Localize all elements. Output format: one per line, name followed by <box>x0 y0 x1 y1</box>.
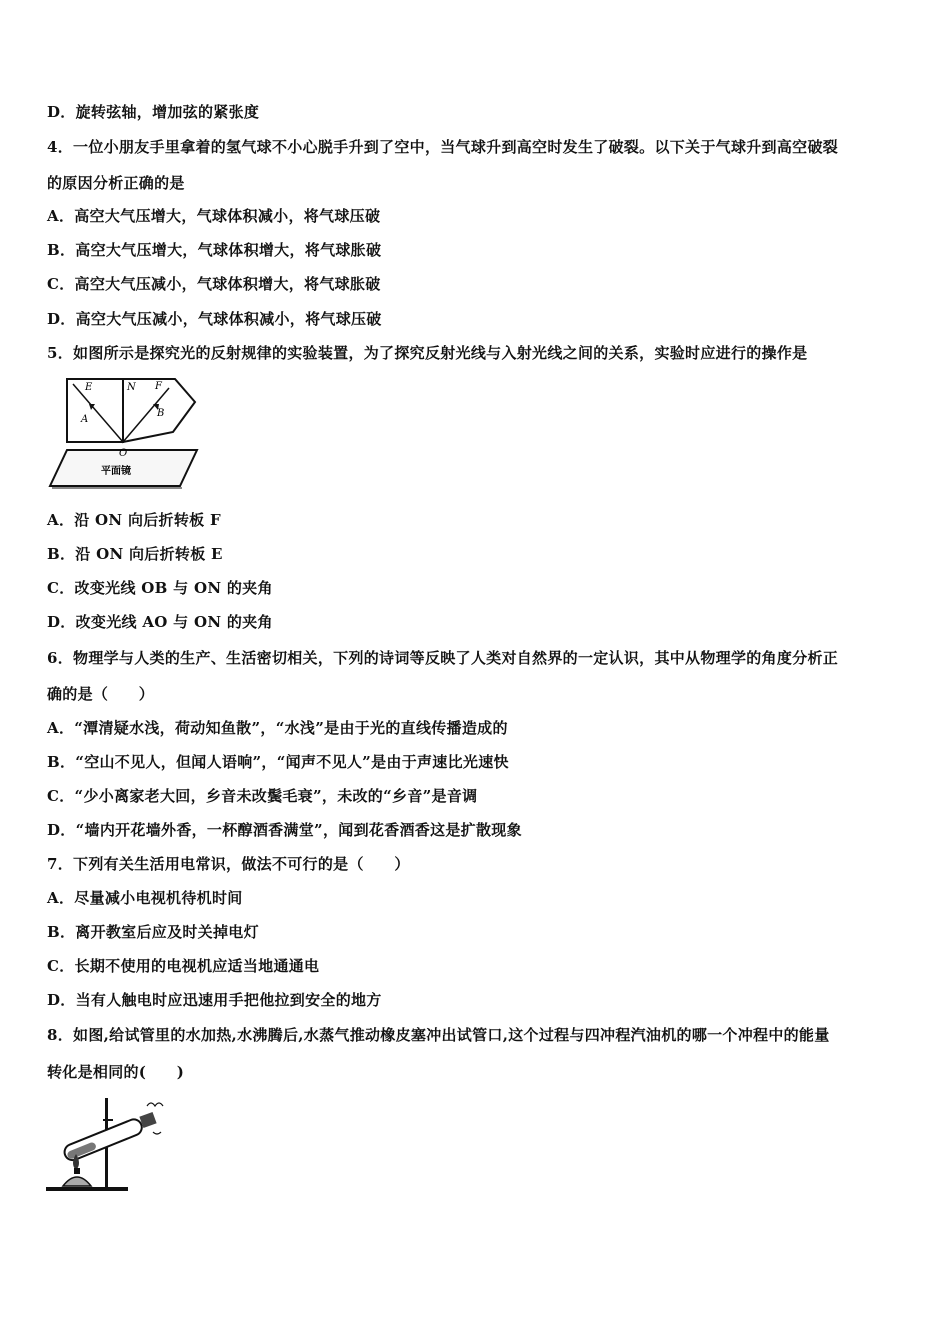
option-7b: B．离开教室后应及时关掉电灯 <box>47 923 259 941</box>
option-3d: D．旋转弦轴，增加弦的紧张度 <box>47 103 260 121</box>
question-8-stem-cont: 转化是相同的( ) <box>47 1063 185 1081</box>
question-7-stem: 7．下列有关生活用电常识，做法不可行的是（ ） <box>47 855 410 873</box>
option-5c: C．改变光线 OB 与 ON 的夹角 <box>47 579 273 597</box>
label-n: N <box>127 382 136 393</box>
option-5d: D．改变光线 AO 与 ON 的夹角 <box>47 613 273 631</box>
question-5-stem: 5．如图所示是探究光的反射规律的实验装置，为了探究反射光线与入射光线之间的关系，实验时应进行的操作是 <box>47 344 808 362</box>
question-4-stem-cont: 的原因分析正确的是 <box>47 174 185 192</box>
test-tube-heating-figure <box>43 1092 168 1194</box>
label-e: E <box>85 382 93 393</box>
label-b: B <box>157 408 165 419</box>
option-5a: A．沿 ON 向后折转板 F <box>47 511 221 529</box>
mirror-label: 平面镜 <box>101 466 131 477</box>
option-4d: D．高空大气压减小，气球体积减小，将气球压破 <box>47 310 382 328</box>
question-4-stem: 4．一位小朋友手里拿着的氢气球不小心脱手升到了空中，当气球升到高空时发生了破裂。以下关于气球升到高空破裂 <box>47 138 839 156</box>
option-6c: C．“少小离家老大回，乡音未改鬓毛衰”，未改的“乡音”是音调 <box>47 787 478 805</box>
option-6d: D．“墙内开花墙外香，一杯醇酒香满堂”，闻到花香酒香这是扩散现象 <box>47 821 522 839</box>
option-7d: D．当有人触电时应迅速用手把他拉到安全的地方 <box>47 991 382 1009</box>
question-6-stem-cont: 确的是（ ） <box>47 685 155 703</box>
option-7c: C．长期不使用的电视机应适当地通通电 <box>47 957 320 975</box>
option-6b: B．“空山不见人，但闻人语响”，“闻声不见人”是由于声速比光速快 <box>47 753 509 771</box>
question-6-stem: 6．物理学与人类的生产、生活密切相关，下列的诗词等反映了人类对自然界的一定认识，其中从物理学的角度分析正 <box>47 649 839 667</box>
label-f: F <box>155 381 162 392</box>
option-4c: C．高空大气压减小，气球体积增大，将气球胀破 <box>47 275 381 293</box>
question-8-stem: 8．如图,给试管里的水加热,水沸腾后,水蒸气推动橡皮塞冲出试管口,这个过程与四冲程汽油机的哪一个冲程中的能量 <box>47 1026 830 1044</box>
option-4a: A．高空大气压增大，气球体积减小，将气球压破 <box>47 207 381 225</box>
label-a: A <box>81 414 89 425</box>
option-4b: B．高空大气压增大，气球体积增大，将气球胀破 <box>47 241 382 259</box>
reflection-apparatus-figure <box>45 374 205 496</box>
label-o: O <box>119 448 128 459</box>
option-6a: A．“潭清疑水浅，荷动知鱼散”，“水浅”是由于光的直线传播造成的 <box>47 719 508 737</box>
option-5b: B．沿 ON 向后折转板 E <box>47 545 223 563</box>
option-7a: A．尽量减小电视机待机时间 <box>47 889 243 907</box>
